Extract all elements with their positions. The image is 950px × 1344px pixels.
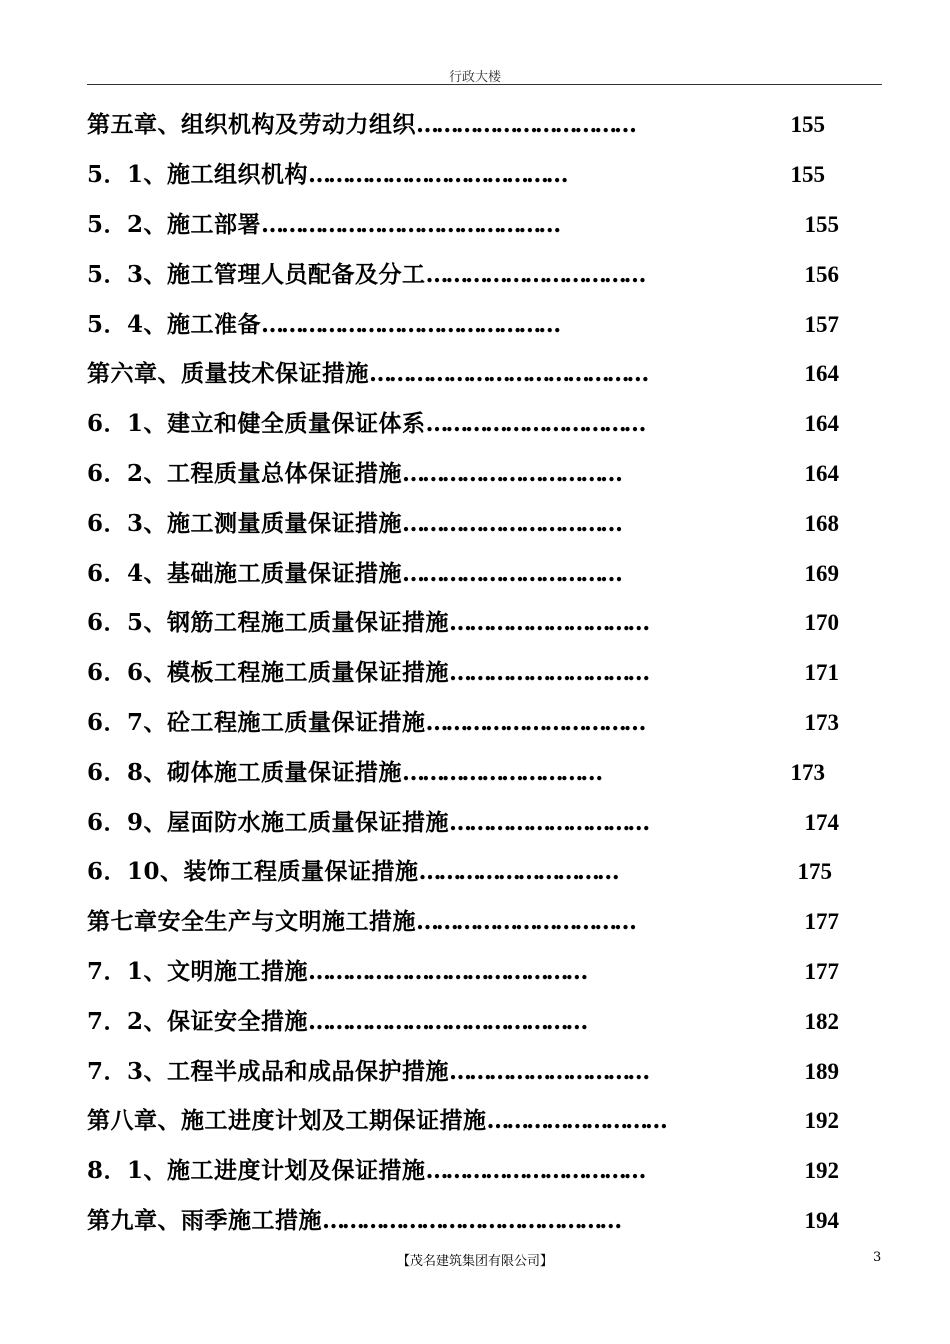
toc-entry-leader: …………………………………… — [308, 1007, 586, 1035]
toc-entry-title: 第七章安全生产与文明施工措施 — [87, 908, 416, 936]
toc-entry-title: 第八章、施工进度计划及工期保证措施 — [87, 1107, 487, 1135]
page-header-title: 行政大楼 — [448, 70, 501, 85]
footer-company: 【茂名建筑集团有限公司】 — [396, 1254, 553, 1269]
toc-entry-leader: ………………………… — [402, 758, 601, 786]
toc-entry[interactable] — [87, 98, 867, 148]
toc-entry-page: 175 — [797, 859, 832, 885]
toc-entry[interactable] — [87, 646, 867, 696]
toc-entry-leader: ……………………… — [486, 1107, 665, 1135]
toc-entry-page: 174 — [804, 809, 839, 835]
toc-entry[interactable] — [87, 496, 867, 546]
toc-entry-page: 155 — [790, 112, 825, 138]
toc-entry-page: 164 — [804, 361, 839, 387]
toc-entry-title: 6．10、装饰工程质量保证措施 — [87, 858, 419, 886]
toc-entry-leader: ……………………………………… — [261, 210, 559, 238]
toc-entry-title: 6．4、基础施工质量保证措施 — [87, 559, 403, 587]
toc-entry-leader: …………………………………… — [369, 360, 647, 388]
toc-entry-page: 194 — [804, 1207, 839, 1233]
toc-entry-page: 171 — [804, 660, 839, 686]
toc-entry-leader: …………………………… — [425, 708, 644, 736]
toc-entry-page: 155 — [790, 162, 825, 188]
toc-entry[interactable] — [87, 247, 867, 297]
toc-entry-leader: …………………………… — [416, 111, 634, 139]
toc-entry[interactable] — [87, 397, 867, 447]
table-of-contents — [87, 98, 867, 1243]
toc-entry-leader: ………………………… — [418, 858, 617, 886]
toc-entry[interactable] — [87, 1144, 867, 1194]
toc-entry-title: 6．7、砼工程施工质量保证措施 — [87, 708, 426, 736]
header-divider — [87, 84, 882, 85]
toc-entry-leader: …………………………… — [416, 908, 634, 936]
toc-entry-title: 6．2、工程质量总体保证措施 — [87, 459, 403, 487]
toc-entry-page: 173 — [804, 709, 839, 735]
toc-entry[interactable] — [87, 845, 867, 895]
toc-entry[interactable] — [87, 994, 867, 1044]
toc-entry-title: 第六章、质量技术保证措施 — [87, 360, 369, 388]
toc-entry-page: 189 — [804, 1058, 839, 1084]
toc-entry-page: 177 — [804, 958, 839, 984]
toc-entry-title: 5．3、施工管理人员配备及分工 — [87, 260, 426, 288]
page-number: 3 — [873, 1250, 882, 1265]
toc-entry-leader: ………………………… — [449, 808, 648, 836]
toc-entry[interactable] — [87, 198, 867, 248]
toc-entry-title: 5．1、施工组织机构 — [87, 161, 309, 189]
toc-entry-leader: …………………………… — [402, 559, 620, 587]
toc-entry-page: 182 — [804, 1008, 839, 1034]
toc-entry-page: 192 — [804, 1108, 839, 1134]
toc-entry-title: 7．1、文明施工措施 — [87, 957, 309, 985]
toc-entry[interactable] — [87, 596, 867, 646]
toc-entry[interactable] — [87, 1044, 867, 1094]
toc-entry-title: 7．3、工程半成品和成品保护措施 — [87, 1057, 450, 1085]
toc-entry-leader: ………………………… — [449, 609, 648, 637]
toc-entry-page: 157 — [804, 311, 839, 337]
toc-entry[interactable] — [87, 745, 867, 795]
toc-entry-title: 6．8、砌体施工质量保证措施 — [87, 758, 403, 786]
toc-entry-leader: ………………………… — [449, 1057, 648, 1085]
toc-entry[interactable] — [87, 696, 867, 746]
toc-entry-title: 6．9、屋面防水施工质量保证措施 — [87, 808, 450, 836]
toc-entry-title: 6．1、建立和健全质量保证体系 — [87, 410, 426, 438]
toc-entry[interactable] — [87, 297, 867, 347]
toc-entry-page: 170 — [804, 610, 839, 636]
toc-entry-leader: …………………………… — [402, 459, 620, 487]
toc-entry-title: 6．3、施工测量质量保证措施 — [87, 509, 403, 537]
toc-entry[interactable] — [87, 945, 867, 995]
toc-entry[interactable] — [87, 1194, 867, 1244]
toc-entry[interactable] — [87, 148, 867, 198]
toc-entry-page: 177 — [804, 909, 839, 935]
toc-entry-leader: ……………………………………… — [261, 310, 559, 338]
toc-entry[interactable] — [87, 895, 867, 945]
toc-entry-title: 8．1、施工进度计划及保证措施 — [87, 1157, 426, 1185]
toc-entry[interactable] — [87, 795, 867, 845]
toc-entry-page: 155 — [804, 211, 839, 237]
toc-entry-title: 7．2、保证安全措施 — [87, 1007, 309, 1035]
toc-entry-page: 168 — [804, 510, 839, 536]
toc-entry-page: 173 — [790, 759, 825, 785]
toc-entry-title: 5．4、施工准备 — [87, 310, 262, 338]
toc-entry-page: 164 — [804, 411, 839, 437]
toc-entry[interactable] — [87, 347, 867, 397]
toc-entry[interactable] — [87, 546, 867, 596]
toc-entry-page: 169 — [804, 560, 839, 586]
toc-entry-leader: …………………………… — [425, 260, 644, 288]
toc-entry-title: 第五章、组织机构及劳动力组织 — [87, 111, 416, 139]
toc-entry-title: 6．6、模板工程施工质量保证措施 — [87, 659, 450, 687]
toc-entry-leader: …………………………… — [402, 509, 620, 537]
toc-entry[interactable] — [87, 1094, 867, 1144]
toc-entry-leader: …………………………………… — [308, 957, 586, 985]
toc-entry[interactable] — [87, 447, 867, 497]
toc-entry-title: 第九章、雨季施工措施 — [87, 1206, 322, 1234]
toc-entry-title: 6．5、钢筋工程施工质量保证措施 — [87, 609, 450, 637]
toc-entry-page: 192 — [804, 1158, 839, 1184]
toc-entry-title: 5．2、施工部署 — [87, 210, 262, 238]
toc-entry-leader: ………………………………… — [308, 161, 566, 189]
toc-entry-leader: ………………………… — [449, 659, 648, 687]
toc-entry-page: 156 — [804, 261, 839, 287]
toc-entry-leader: ……………………………………… — [322, 1206, 620, 1234]
toc-entry-leader: …………………………… — [425, 410, 644, 438]
toc-entry-leader: …………………………… — [425, 1157, 644, 1185]
toc-entry-page: 164 — [804, 460, 839, 486]
